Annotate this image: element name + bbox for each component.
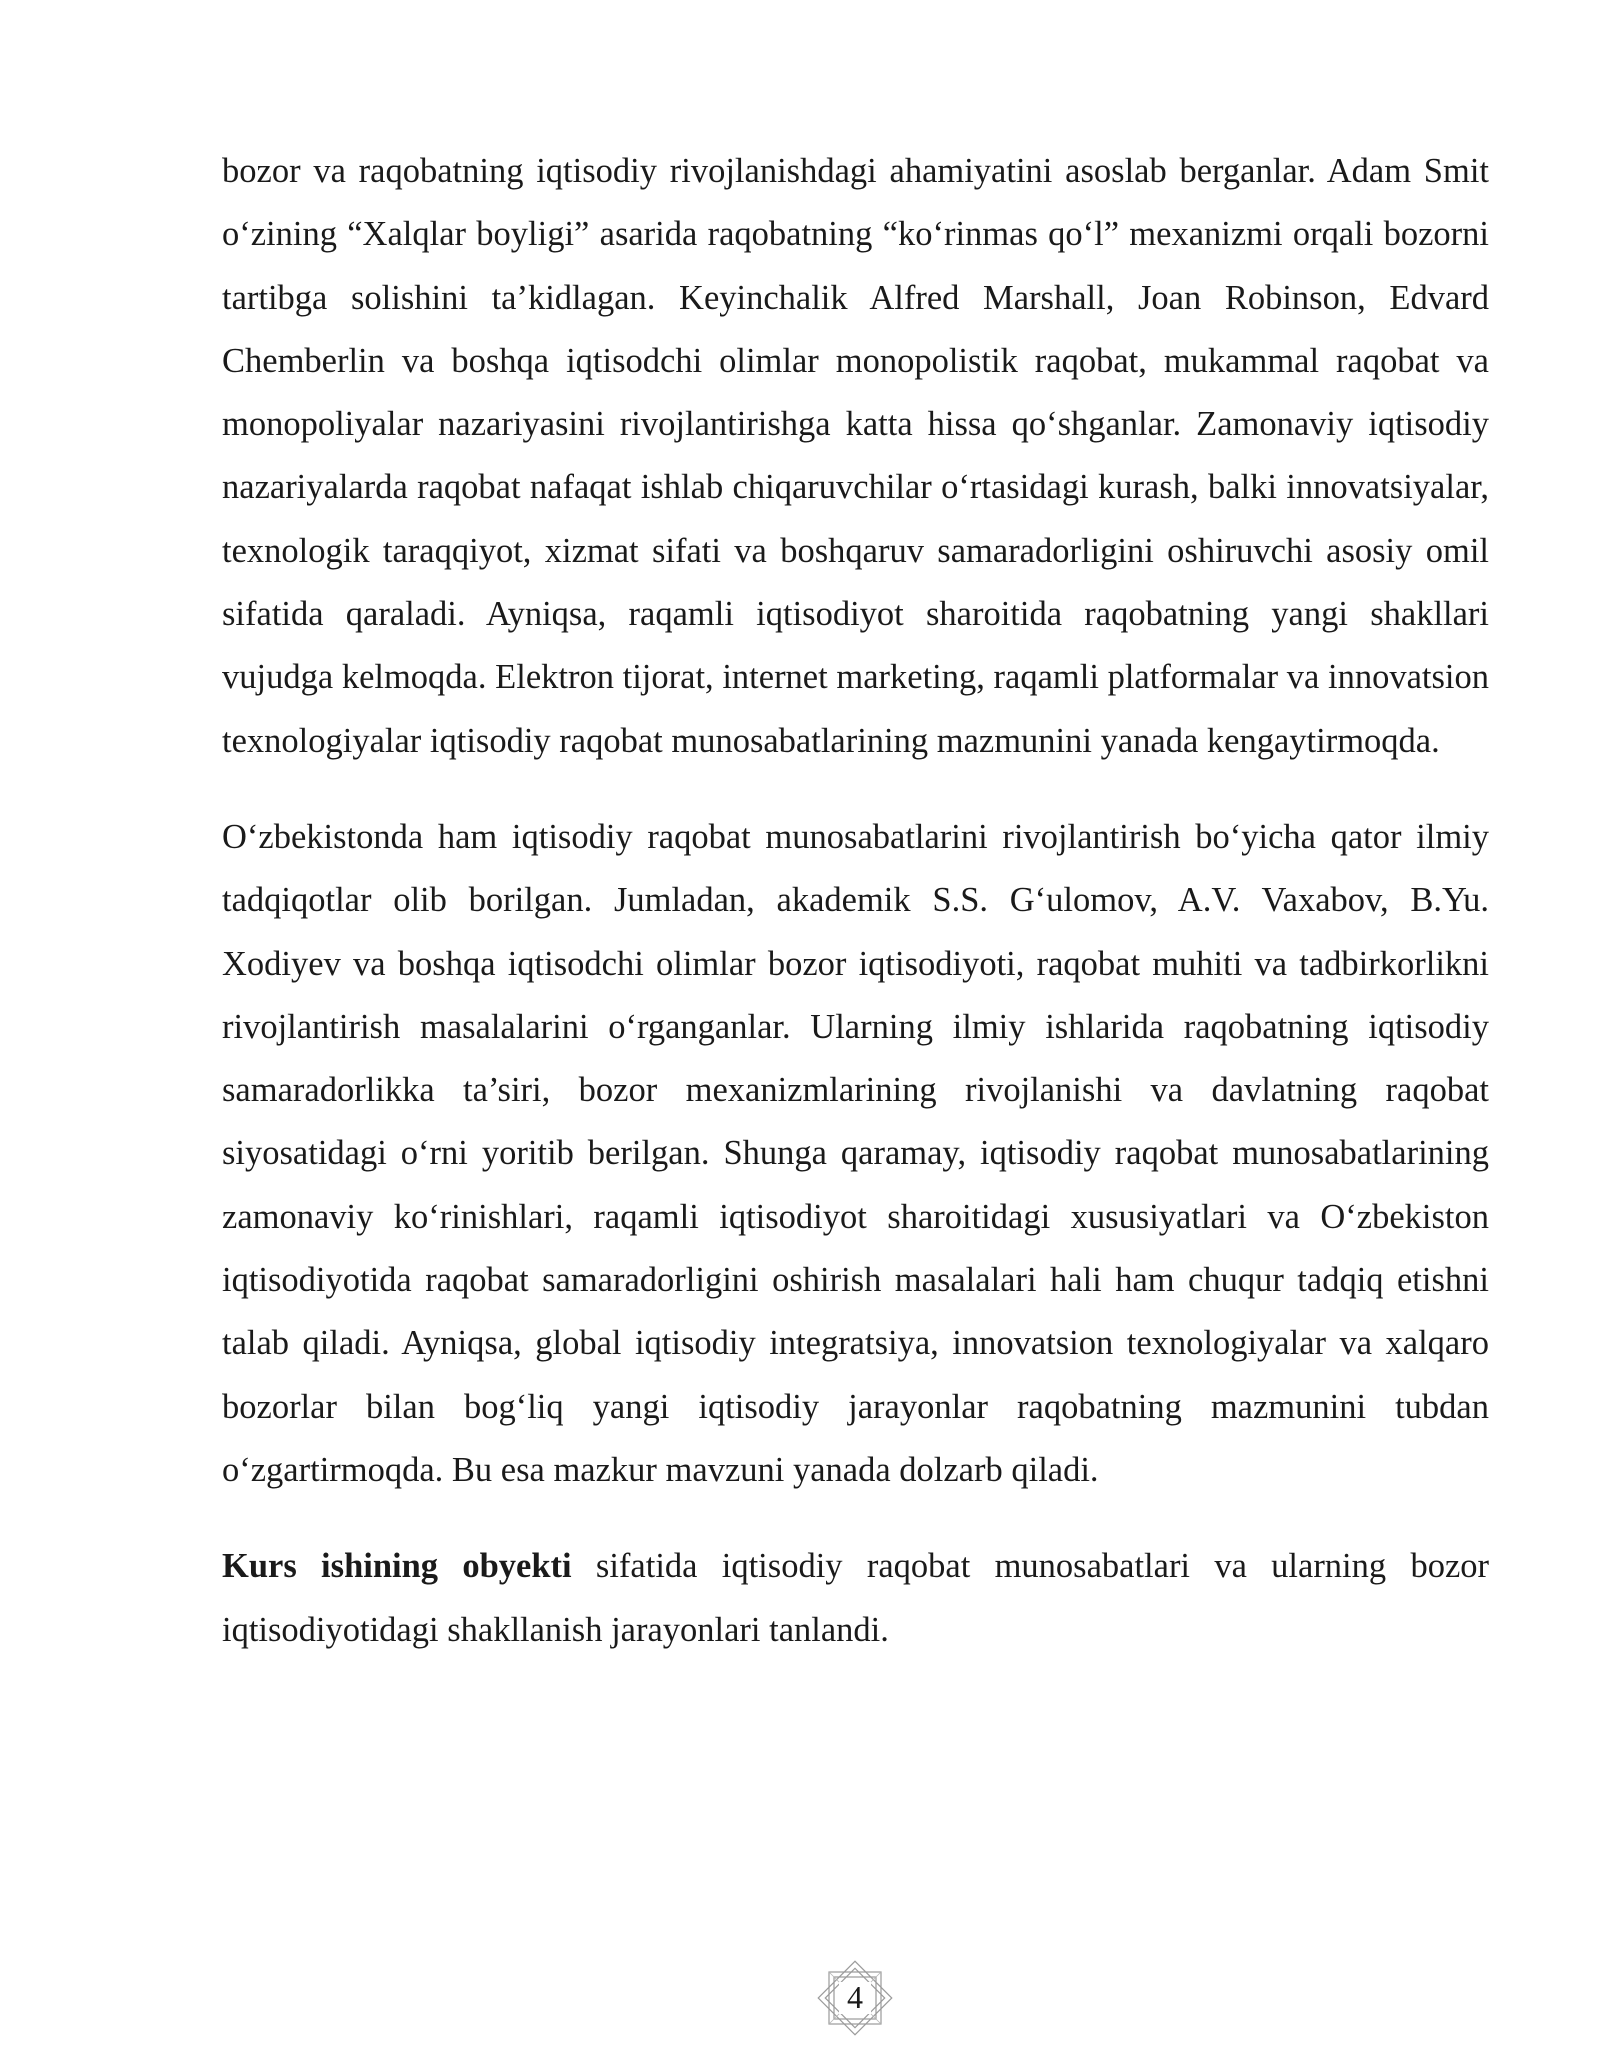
body-text: [222, 140, 1489, 1662]
paragraph-3: [222, 1535, 1489, 1662]
page-number: 4: [847, 1979, 863, 2015]
course-object-text: sifatida iqtisodiy raqobat munosabatlari va ularning bozor iqtisodiyotidagi shakllanish jarayonlari tanlandi.: [222, 1547, 1489, 1649]
page-number-badge: [815, 1960, 895, 2036]
paragraph-2: O‘zbekistonda ham iqtisodiy raqobat munosabatlarini rivojlantirish bo‘yicha qator ilmiy tadqiqotlar olib borilgan. Jumladan, akademik S.S. G‘ulomov, A.V. Vaxabov, B.Yu. Xodiyev va boshqa iqtisodchi olimlar bozor iqtisodiyoti, raqobat muhiti va tadbirkorlikni rivojlantirish masalalarini o‘rganganlar. Ularning ilmiy ishlarida raqobatning iqtisodiy samaradorlikka ta’siri, bozor mexanizmlarining rivojlanishi va davlatning raqobat siyosatidagi o‘rni yoritib berilgan. Shunga qaramay, iqtisodiy raqobat munosabatlarining zamonaviy ko‘rinishlari, raqamli iqtisodiyot sharoitidagi xususiyatlari va O‘zbekiston iqtisodiyotida raqobat samaradorligini oshirish masalalari hali ham chuqur tadqiq etishni talab qiladi. Ayniqsa, global iqtisodiy integratsiya, innovatsion texnologiyalar va xalqaro bozorlar bilan bog‘liq yangi iqtisodiy jarayonlar raqobatning mazmunini tubdan o‘zgartirmoqda. Bu esa mazkur mavzuni yanada dolzarb qiladi.: [222, 817, 1489, 1489]
course-object-heading: Kurs ishining obyekti: [222, 1547, 572, 1586]
paragraph-1: bozor va raqobatning iqtisodiy rivojlanishdagi ahamiyatini asoslab berganlar. Adam Smit o‘zining “Xalqlar boyligi” asarida raqobatning “ko‘rinmas qo‘l” mexanizmi orqali bozorni tartibga solishini ta’kidlagan. Keyinchalik Alfred Marshall, Joan Robinson, Edvard Chemberlin va boshqa iqtisodchi olimlar monopolistik raqobat, mukammal raqobat va monopoliyalar nazariyasini rivojlantirishga katta hissa qo‘shganlar. Zamonaviy iqtisodiy nazariyalarda raqobat nafaqat ishlab chiqaruvchilar o‘rtasidagi kurash, balki innovatsiyalar, texnologik taraqqiyot, xizmat sifati va boshqaruv samaradorligini oshiruvchi asosiy omil sifatida qaraladi. Ayniqsa, raqamli iqtisodiyot sharoitida raqobatning yangi shakllari vujudga kelmoqda. Elektron tijorat, internet marketing, raqamli platformalar va innovatsion texnologiyalar iqtisodiy raqobat munosabatlarining mazmunini yanada kengaytirmoqda.: [222, 152, 1489, 760]
